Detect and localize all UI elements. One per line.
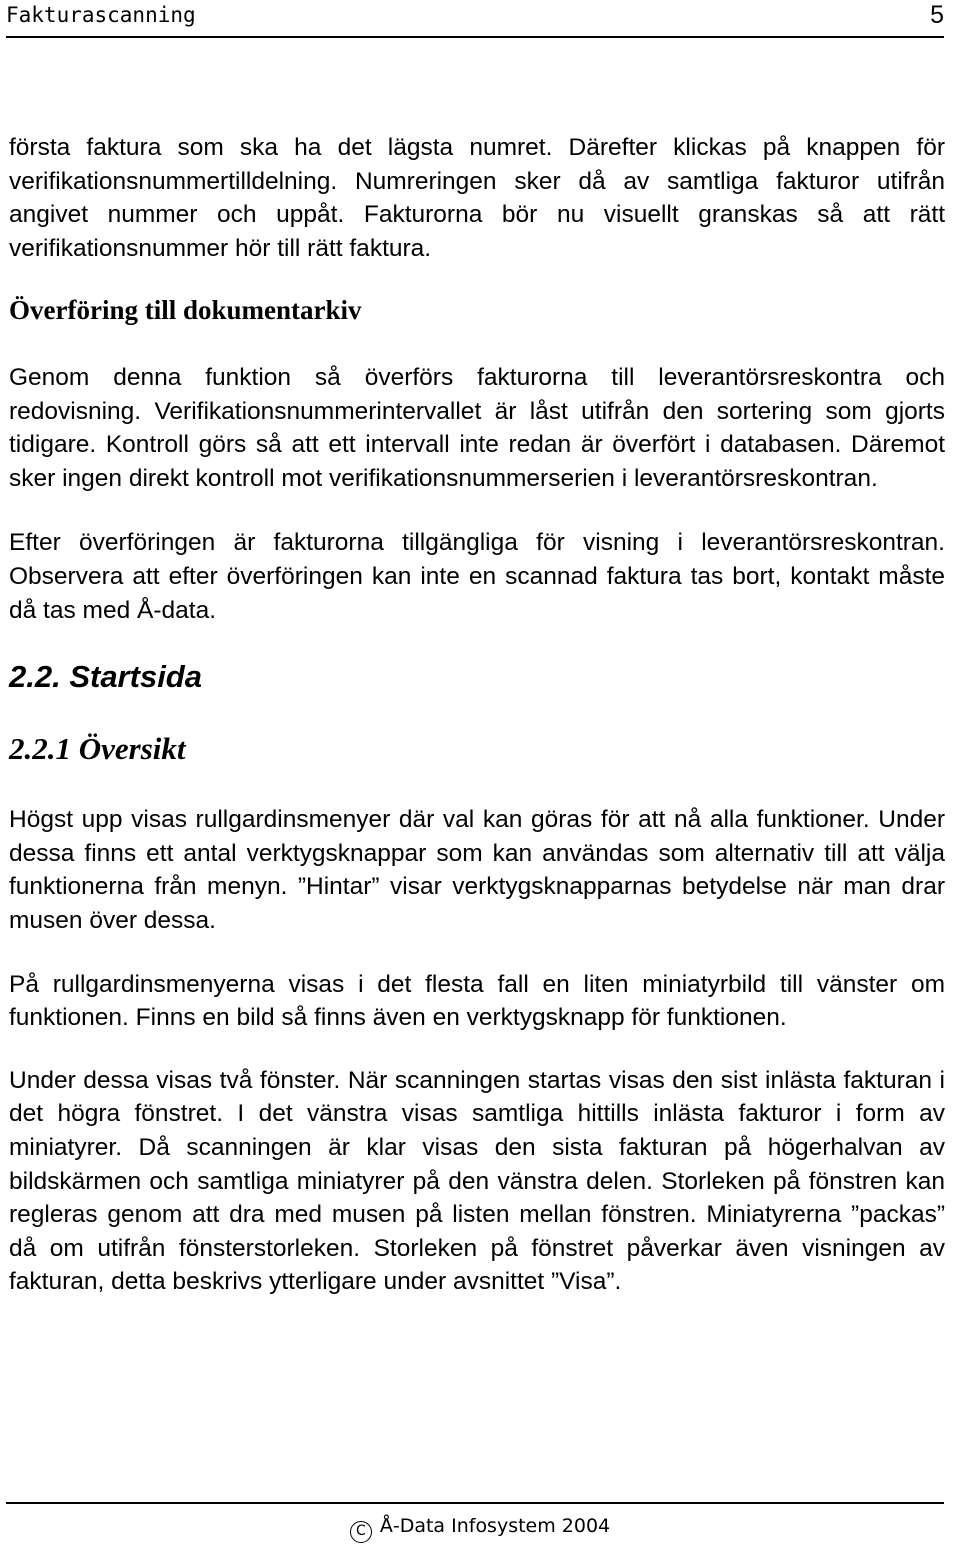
footer-copyright-text: Å-Data Infosystem 2004: [379, 1515, 611, 1537]
page-footer: [0, 1515, 960, 1543]
overview-paragraph-1: Högst upp visas rullgardinsmenyer där val kan göras för att nå alla funktioner. Under dessa finns ett antal verktygsknappar som kan användas som alternativ till att välja funktionerna från menyn. ”Hintar” visar verktygsknapparnas betydelse när man drar musen över dessa.: [9, 806, 945, 934]
transfer-paragraph-1: Genom denna funktion så överförs fakturorna till leverantörsreskontra och redovisning. Verifikationsnummerintervallet är låst utifrån den sortering som gjorts tidigare. Kontroll görs så att ett intervall inte redan är överfört i databasen. Däremot sker ingen direkt kontroll mot verifikationsnummerserien i leverantörsreskontran.: [9, 364, 945, 492]
transfer-paragraph-2: Efter överföringen är fakturorna tillgängliga för visning i leverantörsreskontran. Observera att efter överföringen kan inte en scannad faktura tas bort, kontakt måste då tas med Å-data.: [9, 529, 945, 624]
footer-divider: [6, 1502, 944, 1504]
section-heading-transfer: Överföring till dokumentarkiv: [9, 295, 362, 325]
header-title: Fakturascanning: [6, 3, 196, 27]
page-header: [6, 0, 944, 38]
heading-startsida: 2.2. Startsida: [9, 659, 202, 695]
heading-oversikt: 2.2.1 Översikt: [9, 731, 186, 767]
overview-paragraph-2: På rullgardinsmenyerna visas i det flesta fall en liten miniatyrbild till vänster om funktionen. Finns en bild så finns även en verktygsknapp för funktionen.: [9, 970, 945, 1032]
page-number: 5: [930, 1, 944, 29]
page-content: [9, 131, 945, 1299]
copyright-icon: C: [350, 1521, 372, 1543]
overview-paragraph-3: Under dessa visas två fönster. När scanningen startas visas den sist inlästa fakturan i det högra fönstret. I det vänstra visas samtliga hittills inlästa fakturor i form av miniatyrer. Då scanningen är klar visas den sista fakturan på högerhalvan av bildskärmen och samtliga miniatyrer på den vänstra delen. Storleken på fönstren kan regleras genom att dra med musen på listen mellan fönstren. Miniatyrerna ”packas” då om utifrån fönsterstorleken. Storleken på fönstret påverkar även visningen av fakturan, detta beskrivs ytterligare under avsnittet ”Visa”.: [9, 1066, 945, 1296]
intro-paragraph: första faktura som ska ha det lägsta numret. Därefter klickas på knappen för verifikationsnummertilldelning. Numreringen sker då av samtliga fakturor utifrån angivet nummer och uppåt. Fakturorna bör nu visuellt granskas så att rätt verifikationsnummer hör till rätt faktura.: [9, 134, 945, 262]
